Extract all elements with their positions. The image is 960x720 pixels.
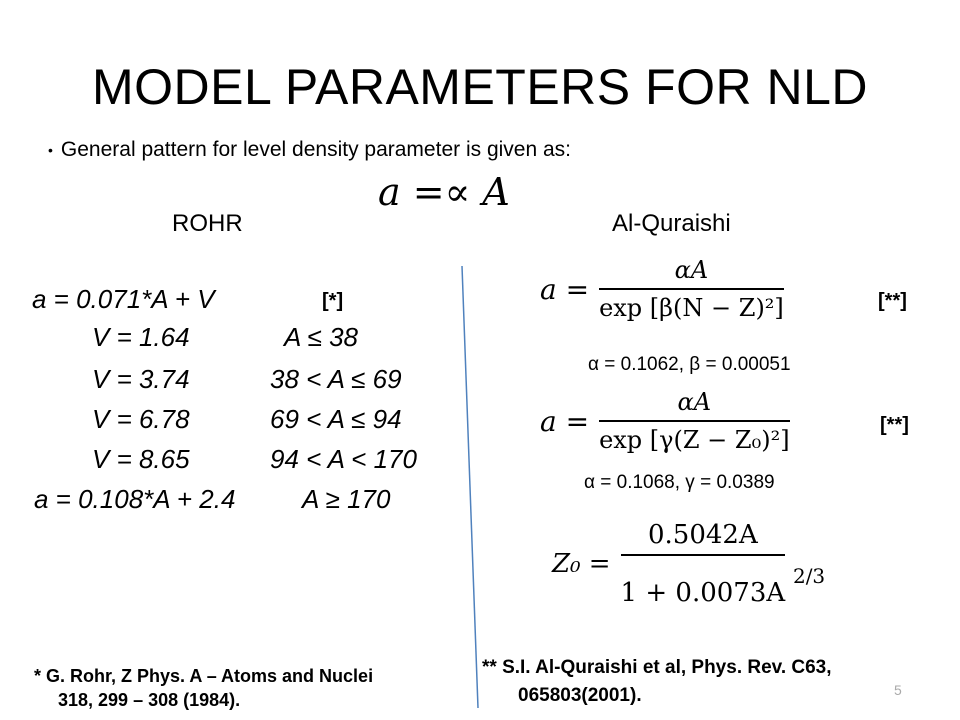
formula-2-numerator: αA bbox=[677, 388, 712, 416]
rohr-range-row: A ≤ 38 bbox=[284, 322, 359, 352]
alq-ref-tag-1: [**] bbox=[878, 290, 907, 312]
formula-3-denominator: 1 + 0.0073A bbox=[620, 578, 786, 608]
rohr-ref-tag: [*] bbox=[322, 290, 344, 312]
rohr-range-row: 69 < A ≤ 94 bbox=[270, 404, 402, 434]
alq-formula-1 bbox=[540, 256, 784, 322]
alq-formula-3 bbox=[552, 520, 826, 608]
alq-params-2: α = 0.1068, γ = 0.0389 bbox=[584, 472, 775, 493]
alquraishi-heading: Al-Quraishi bbox=[612, 210, 731, 237]
main-equation bbox=[378, 170, 510, 214]
rohr-last-equation: a = 0.108*A + 2.4 bbox=[34, 484, 236, 514]
rohr-v-row: V = 8.65 bbox=[92, 444, 190, 474]
rohr-range-row: 94 < A < 170 bbox=[270, 444, 417, 474]
bullet-item bbox=[48, 138, 571, 162]
bullet-text: General pattern for level density parameter is given as: bbox=[60, 138, 571, 161]
rohr-v-row: V = 6.78 bbox=[92, 404, 190, 434]
rohr-range-row: 38 < A ≤ 69 bbox=[270, 364, 402, 394]
rohr-reference-line-2: 318, 299 – 308 (1984). bbox=[58, 690, 241, 710]
formula-2-lhs: a = bbox=[540, 404, 590, 438]
alq-formula-2 bbox=[540, 388, 790, 454]
formula-1-denominator: exp [β(N − Z)²] bbox=[599, 294, 784, 322]
page-number: 5 bbox=[894, 682, 902, 698]
bullet-dot-icon: • bbox=[48, 142, 53, 158]
formula-1-lhs: a = bbox=[540, 272, 590, 306]
formula-3-exponent: 2/3 bbox=[792, 564, 826, 588]
formula-2-denominator: exp [γ(Z − Z₀)²] bbox=[599, 426, 790, 454]
rohr-heading: ROHR bbox=[172, 210, 243, 237]
rohr-equation: a = 0.071*A + V bbox=[32, 284, 215, 314]
main-eq-relation: =∝ bbox=[412, 170, 471, 214]
rohr-reference-line-1: * G. Rohr, Z Phys. A – Atoms and Nuclei bbox=[34, 666, 374, 686]
main-eq-rhs: A bbox=[482, 170, 510, 214]
formula-3-numerator: 0.5042A bbox=[647, 520, 758, 550]
alq-params-1: α = 0.1062, β = 0.00051 bbox=[588, 354, 791, 375]
alq-reference-line-1: ** S.I. Al-Quraishi et al, Phys. Rev. C63, bbox=[482, 657, 832, 678]
rohr-v-row: V = 3.74 bbox=[92, 364, 190, 394]
rohr-v-row: V = 1.64 bbox=[92, 322, 190, 352]
main-eq-lhs: a bbox=[378, 170, 401, 214]
formula-1-numerator: αA bbox=[674, 256, 709, 284]
rohr-last-range: A ≥ 170 bbox=[302, 484, 391, 514]
alq-ref-tag-2: [**] bbox=[880, 414, 909, 436]
rohr-reference bbox=[34, 664, 373, 712]
alq-reference bbox=[482, 654, 832, 710]
slide-title: MODEL PARAMETERS FOR NLD bbox=[92, 59, 868, 115]
formula-3-lhs: Z₀ = bbox=[552, 549, 611, 579]
alq-reference-line-2: 065803(2001). bbox=[518, 685, 642, 706]
